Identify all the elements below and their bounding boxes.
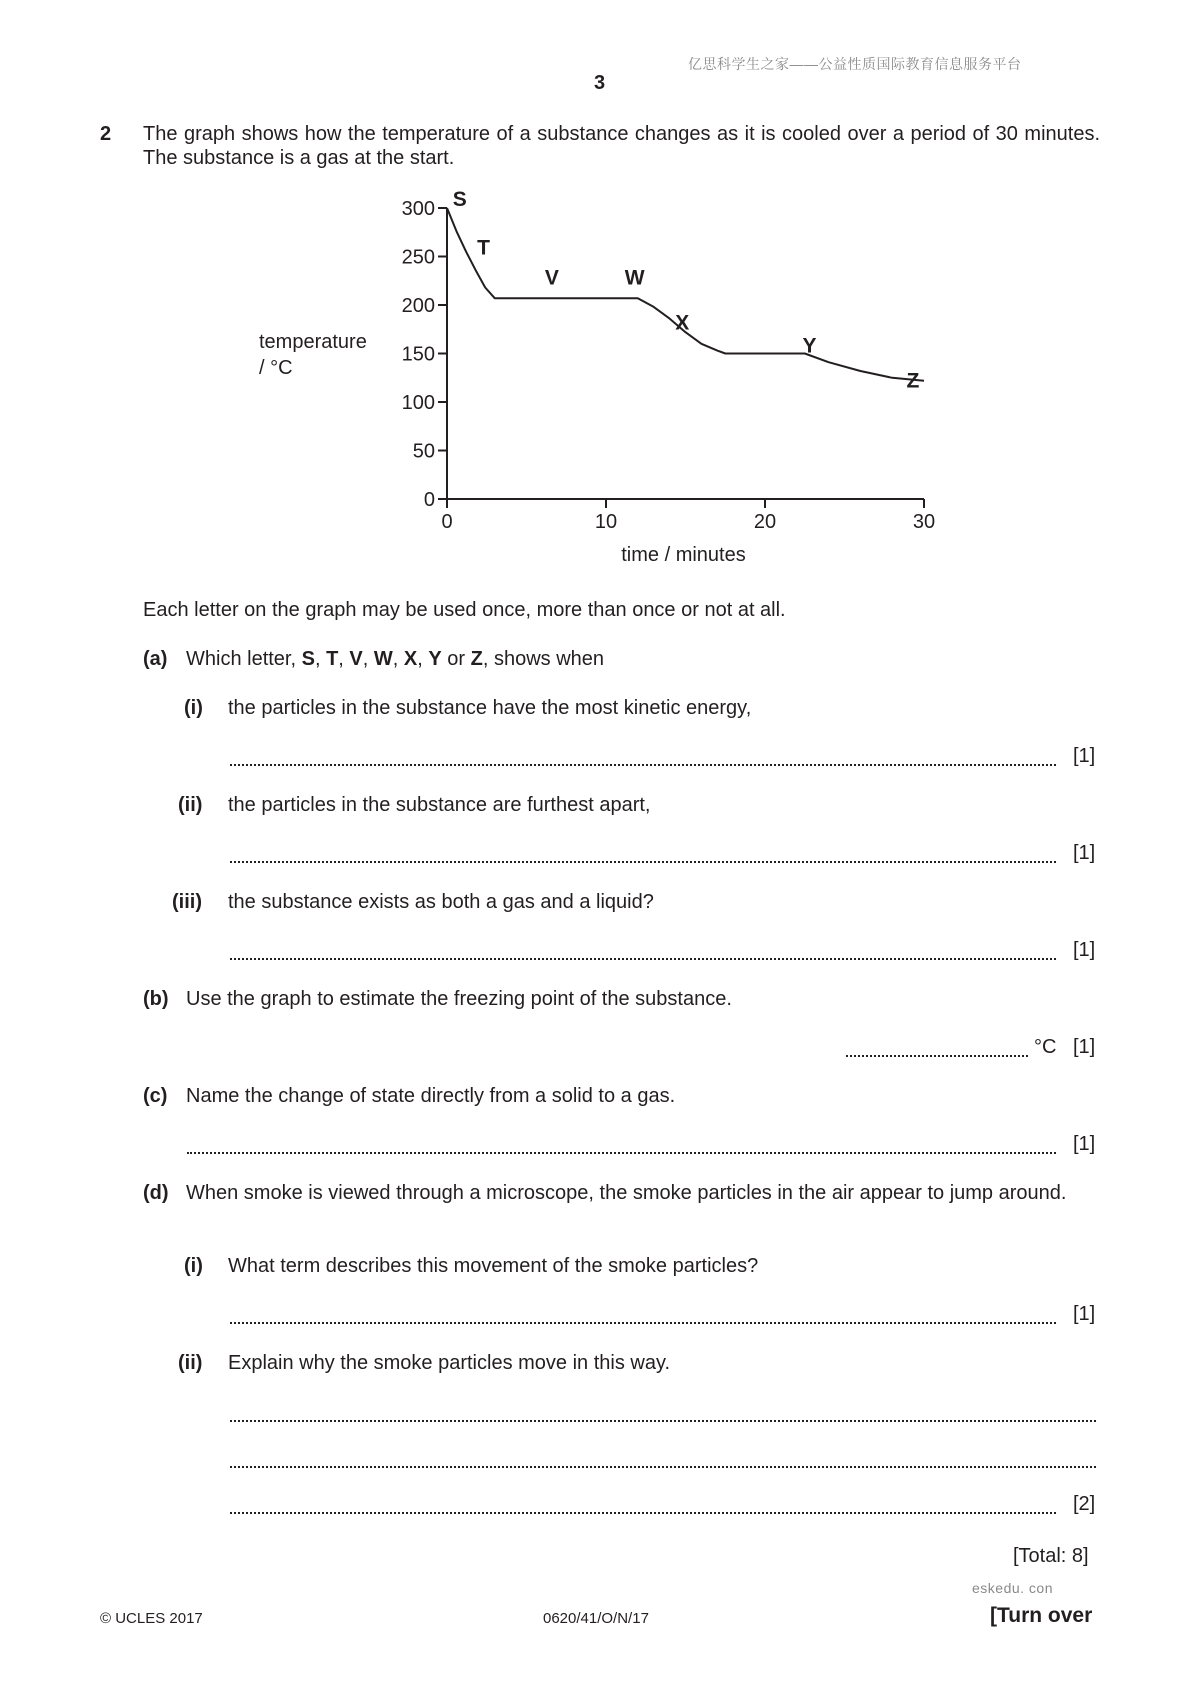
- x-tick-label: 10: [594, 511, 618, 533]
- part-a-ii-text: the particles in the substance are furthest apart,: [228, 794, 651, 816]
- x-tick-label: 0: [441, 511, 453, 533]
- point-label-y: Y: [802, 334, 817, 358]
- turn-over: [Turn over: [990, 1604, 1093, 1627]
- point-label-w: W: [624, 266, 645, 290]
- point-label-t: T: [477, 236, 490, 260]
- part-a-i-text: the particles in the substance have the most kinetic energy,: [228, 697, 752, 719]
- part-a-iii-label: (iii): [172, 891, 202, 913]
- part-b-label: (b): [143, 988, 169, 1010]
- sep-or: or: [441, 648, 471, 670]
- y-tick-label: 200: [401, 295, 435, 317]
- part-d-i-text: What term describes this movement of the smoke particles?: [228, 1255, 759, 1277]
- marks-d-i: [1]: [1073, 1303, 1096, 1325]
- x-tick-label: 20: [753, 511, 777, 533]
- instructions: Each letter on the graph may be used once, more than once or not at all.: [143, 599, 786, 621]
- answer-line-d-i[interactable]: [230, 1298, 1056, 1324]
- letter-y: Y: [428, 648, 442, 670]
- part-a-iii-text: the substance exists as both a gas and a liquid?: [228, 891, 654, 913]
- y-tick-label: 50: [412, 440, 435, 463]
- part-a-stem: [186, 647, 604, 671]
- part-d-label: (d): [143, 1182, 169, 1204]
- part-d-ii-label: (ii): [178, 1352, 203, 1374]
- answer-line-d-ii-1[interactable]: [230, 1396, 1096, 1422]
- answer-line-d-ii-2[interactable]: [230, 1442, 1096, 1468]
- letter-z: Z: [470, 648, 483, 670]
- part-d-ii-text: Explain why the smoke particles move in this way.: [228, 1352, 671, 1374]
- part-a-label: (a): [143, 648, 168, 670]
- footer-watermark: eskedu. con: [972, 1580, 1053, 1596]
- part-a-i-label: (i): [184, 697, 203, 719]
- y-tick-label: 100: [401, 392, 435, 414]
- page-number: 3: [594, 72, 606, 94]
- part-a-stem-pre: Which letter,: [186, 648, 302, 670]
- sep: ,: [362, 648, 374, 670]
- question-intro: The graph shows how the temperature of a substance changes as it is cooled over a period of 30 minutes. The substance is a gas at the start.: [143, 123, 1100, 169]
- y-tick-label: 300: [401, 198, 435, 220]
- marks-a-ii: [1]: [1073, 842, 1096, 864]
- part-c-label: (c): [143, 1085, 168, 1107]
- copyright: © UCLES 2017: [100, 1610, 203, 1627]
- sep: ,: [338, 648, 350, 670]
- part-d-text: When smoke is viewed through a microscope, the smoke particles in the air appear to jump around.: [186, 1182, 1067, 1204]
- point-label-z: Z: [906, 369, 920, 393]
- sep: ,: [417, 648, 429, 670]
- answer-line-b[interactable]: [846, 1031, 1028, 1057]
- answer-line-d-ii-3[interactable]: [230, 1488, 1056, 1514]
- marks-a-i: [1]: [1073, 745, 1096, 767]
- letter-v: V: [349, 648, 363, 670]
- header-watermark: 亿思科学生之家——公益性质国际教育信息服务平台: [688, 56, 1022, 72]
- letter-s: S: [301, 648, 315, 670]
- marks-c: [1]: [1073, 1133, 1096, 1155]
- paper-code: 0620/41/O/N/17: [543, 1610, 649, 1627]
- x-axis-label: time / minutes: [621, 544, 746, 566]
- series-line: [447, 208, 924, 381]
- answer-line-c[interactable]: [187, 1128, 1056, 1154]
- question-number: 2: [100, 123, 112, 145]
- y-tick-label: 0: [423, 489, 435, 511]
- y-tick-label: 150: [401, 343, 435, 366]
- cooling-curve-chart: [0, 0, 1191, 600]
- answer-line-a-iii[interactable]: [230, 934, 1056, 960]
- part-a-ii-label: (ii): [178, 794, 203, 816]
- marks-b: [1]: [1073, 1036, 1096, 1058]
- part-d-i-label: (i): [184, 1255, 203, 1277]
- y-tick-label: 250: [401, 246, 435, 269]
- part-c-text: Name the change of state directly from a solid to a gas.: [186, 1085, 676, 1107]
- point-label-s: S: [452, 188, 467, 212]
- part-b-text: Use the graph to estimate the freezing point of the substance.: [186, 988, 732, 1010]
- answer-line-a-ii[interactable]: [230, 837, 1056, 863]
- sep: ,: [392, 648, 404, 670]
- unit-b: °C: [1034, 1036, 1057, 1058]
- y-axis-label: temperature: [259, 331, 367, 353]
- letter-t: T: [326, 648, 339, 670]
- letter-w: W: [373, 648, 393, 670]
- letter-x: X: [403, 648, 418, 670]
- point-label-x: X: [675, 311, 690, 335]
- marks-d-ii: [2]: [1073, 1493, 1096, 1515]
- marks-a-iii: [1]: [1073, 939, 1096, 961]
- answer-line-a-i[interactable]: [230, 740, 1056, 766]
- point-label-v: V: [544, 266, 559, 290]
- total-marks: [Total: 8]: [1013, 1545, 1089, 1567]
- x-tick-label: 30: [912, 511, 936, 533]
- y-axis-label-unit: / °C: [259, 357, 293, 379]
- sep: ,: [314, 648, 327, 670]
- part-a-stem-post: , shows when: [482, 648, 605, 670]
